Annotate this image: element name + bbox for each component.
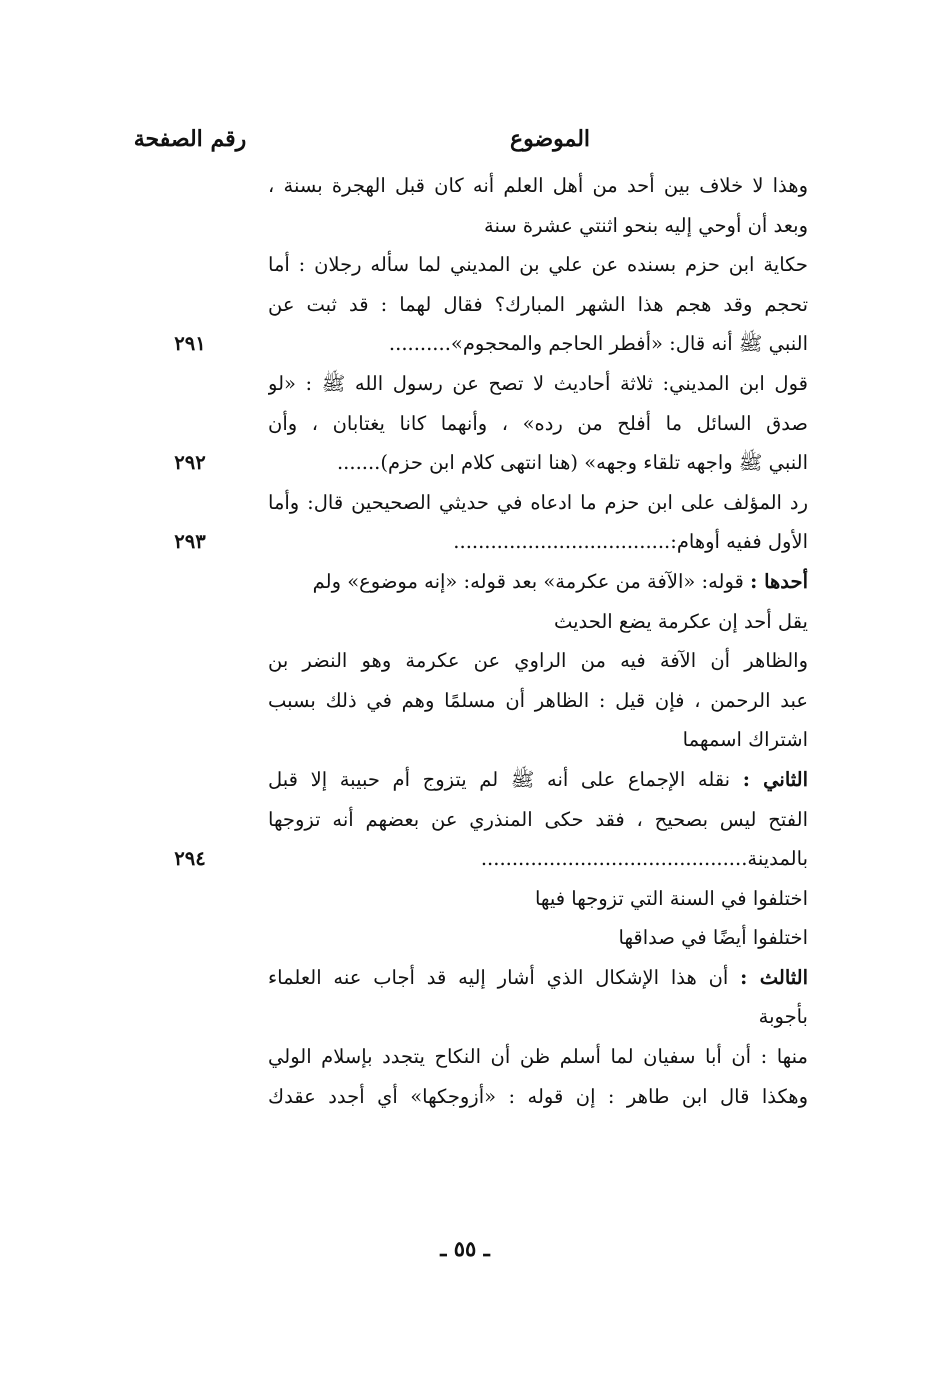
entry-text: يقل أحد إن عكرمة يضع الحديث: [553, 609, 808, 633]
page-reference: ٢٩٢: [174, 451, 206, 475]
index-line: [0, 720, 930, 760]
index-line-text: [268, 958, 808, 998]
entry-text: النبي ﷺ أنه قال: «أفطر الحاجم والمحجوم»: [450, 332, 808, 356]
entry-text: الفتح ليس بصحيح ، فقد حكى المنذري عن بعضهم أنه تزوجها: [268, 807, 808, 831]
index-line: [0, 404, 930, 444]
index-line-text: [268, 997, 808, 1037]
index-line: [0, 324, 930, 364]
index-line-text: [268, 562, 808, 602]
page-reference: ٢٩٤: [174, 847, 206, 871]
index-line-text: [268, 641, 808, 681]
entry-text: بالمدينة: [747, 847, 808, 871]
index-line: [0, 166, 930, 206]
index-line: [0, 483, 930, 523]
index-line: [0, 800, 930, 840]
entry-text: الأول ففيه أوهام:: [670, 530, 808, 554]
index-line: [0, 206, 930, 246]
index-line-text: [268, 245, 808, 285]
index-line-text: [268, 918, 808, 958]
entry-text: اختلفوا أيضًا في صداقها: [618, 926, 808, 950]
index-line-text: [268, 166, 808, 206]
leader-dots: ...................................: [453, 530, 671, 554]
entry-text: اختلفوا في السنة التي تزوجها فيها: [534, 886, 808, 910]
index-line: [0, 364, 930, 404]
index-line-text: [268, 1037, 808, 1077]
index-line: [0, 958, 930, 998]
index-line-text: [268, 1077, 808, 1117]
entry-text: رد المؤلف على ابن حزم ما ادعاه في حديثي الصحيحين قال: وأما: [268, 490, 808, 514]
entry-text: وهذا لا خلاف بين أحد من أهل العلم أنه كان قبل الهجرة بسنة ،: [268, 174, 808, 197]
index-line: [0, 997, 930, 1037]
index-line: [0, 1077, 930, 1117]
entry-text: بأجوبة: [758, 1005, 808, 1029]
index-line-text: [268, 364, 808, 404]
entry-label: الثالث :: [740, 965, 808, 989]
index-line: [0, 918, 930, 958]
entry-text: وهكذا قال ابن طاهر : إن قوله : «أزوجكها» أي أجدد عقدك: [268, 1084, 808, 1108]
index-line: [0, 522, 930, 562]
page-reference: ٢٩٣: [174, 530, 206, 554]
index-line: [0, 562, 930, 602]
index-line: [0, 285, 930, 325]
index-line: [0, 602, 930, 642]
index-line-text: [268, 800, 808, 840]
entry-text: والظاهر أن الآفة فيه من الراوي عن عكرمة وهو النضر بن: [268, 649, 808, 673]
index-line-text: [268, 206, 808, 246]
index-entries: [0, 166, 930, 1116]
index-line-text: [268, 681, 808, 721]
entry-text: نقله الإجماع على أنه ﷺ لم يتزوج أم حبيبة إلا قبل: [268, 767, 731, 791]
index-line-text: [268, 839, 808, 879]
entry-text: صدق السائل ما أفلح من رده» ، وأنهما كانا يغتابان ، وأن: [268, 411, 808, 435]
index-line: [0, 245, 930, 285]
entry-text: عبد الرحمن ، فإن قيل : الظاهر أن مسلمًا وهم في ذلك بسبب: [268, 688, 808, 712]
entry-label: أحدها :: [750, 569, 808, 593]
entry-text: اشتراك اسمهما: [682, 728, 808, 752]
entry-text: قول ابن المديني: ثلاثة أحاديث لا تصح عن رسول الله ﷺ : «لو: [268, 371, 808, 395]
index-line: [0, 839, 930, 879]
entry-text: منها : أن أبا سفيان لما أسلم ظن أن النكاح يتجدد بإسلام الولي: [268, 1045, 808, 1069]
index-line-text: [268, 404, 808, 444]
index-line-text: [268, 720, 808, 760]
entry-text: تحجم وقد هجم هذا الشهر المبارك؟ فقال لهما : قد ثبت عن: [268, 292, 808, 316]
index-line-text: [268, 324, 808, 364]
index-line-text: [268, 760, 808, 800]
leader-dots: ...........................................: [480, 847, 748, 871]
index-line-text: [268, 879, 808, 919]
page-folio: ـ ٥٥ ـ: [440, 1236, 490, 1261]
entry-text: قوله: «الآفة من عكرمة» بعد قوله: «إنه موضوع» ولم: [312, 569, 744, 593]
index-line-text: [268, 285, 808, 325]
index-line-text: [268, 483, 808, 523]
index-line: [0, 879, 930, 919]
entry-label: الثاني :: [742, 767, 808, 791]
leader-dots: ..........: [388, 332, 451, 356]
entry-text: النبي ﷺ واجهه تلقاء وجهه» (هنا انتهى كلام ابن حزم): [380, 451, 808, 475]
index-line-text: [268, 443, 808, 483]
index-line: [0, 443, 930, 483]
entry-text: أن هذا الإشكال الذي أشار إليه قد أجاب عنه العلماء: [268, 965, 729, 989]
index-line: [0, 760, 930, 800]
leader-dots: .......: [336, 451, 381, 475]
entry-text: حكاية ابن حزم بسنده عن علي بن المديني لما سأله رجلان : أما: [268, 253, 808, 277]
page-number-column-header: رقم الصفحة: [133, 126, 247, 152]
entry-text: وبعد أن أوحي إليه بنحو اثنتي عشرة سنة: [484, 213, 808, 237]
index-line: [0, 681, 930, 721]
topic-column-header: الموضوع: [509, 126, 591, 152]
index-line-text: [268, 522, 808, 562]
index-line: [0, 1037, 930, 1077]
index-line: [0, 641, 930, 681]
index-line-text: [268, 602, 808, 642]
page-reference: ٢٩١: [174, 332, 206, 356]
